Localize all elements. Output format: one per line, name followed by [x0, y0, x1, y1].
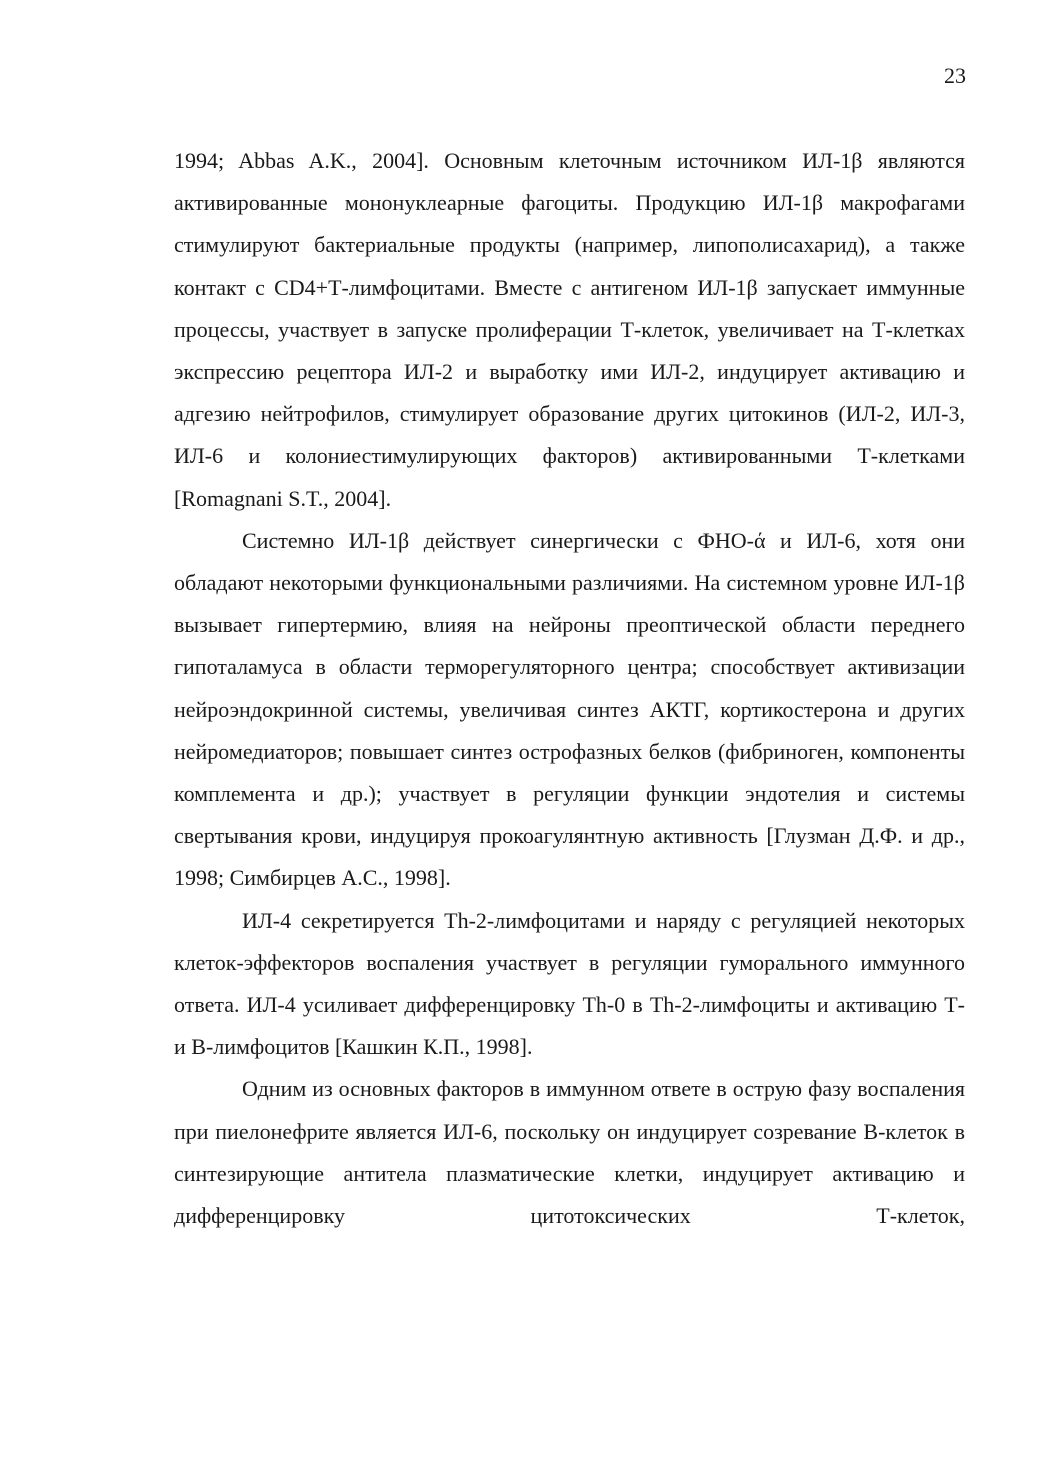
page-number: 23	[944, 63, 966, 88]
paragraph-3: ИЛ-4 секретируется Th-2-лимфоцитами и наряду с регуляцией некоторых клеток-эффекторов воспаления участвует в регуляции гуморального иммунного ответа. ИЛ-4 усиливает дифференцировку Th-0 в Th-2-лимфоциты и активацию Т- и В-лимфоцитов [Кашкин К.П., 1998].	[174, 907, 965, 1060]
paragraph-4: Одним из основных факторов в иммунном ответе в острую фазу воспаления при пиелонефрите является ИЛ-6, поскольку он индуцирует созревание В-клеток в синтезирующие антитела плазматические клетки, индуцирует активацию и дифференцировку цитотоксических Т-клеток,	[174, 1076, 965, 1229]
paragraph-2: Системно ИЛ-1β действует синергически с ФНО-ά и ИЛ-6, хотя они обладают некоторыми функциональными различиями. На системном уровне ИЛ-1β вызывает гипертермию, влияя на нейроны преоптической области переднего гипоталамуса в области терморегуляторного центра; способствует активизации нейроэндокринной системы, увеличивая синтез АКТГ, кортикостерона и других нейромедиаторов; повышает синтез острофазных белков (фибриноген, компоненты комплемента и др.); участвует в регуляции функции эндотелия и системы свертывания крови, индуцируя прокоагулянтную активность [Глузман Д.Ф. и др., 1998; Симбирцев А.С., 1998].	[174, 527, 965, 891]
paragraph-1: 1994; Abbas A.K., 2004]. Основным клеточным источником ИЛ-1β являются активированные мононуклеарные фагоциты. Продукцию ИЛ-1β макрофагами стимулируют бактериальные продукты (например, липополисахарид), а также контакт с CD4+Т-лимфоцитами. Вместе с антигеном ИЛ-1β запускает иммунные процессы, участвует в запуске пролиферации Т-клеток, увеличивает на Т-клетках экспрессию рецептора ИЛ-2 и выработку ими ИЛ-2, индуцирует активацию и адгезию нейтрофилов, стимулирует образование других цитокинов (ИЛ-2, ИЛ-3, ИЛ-6 и колониестимулирующих факторов) активированными Т-клетками [Romagnani S.T., 2004].	[174, 148, 965, 511]
document-body	[174, 140, 965, 1237]
